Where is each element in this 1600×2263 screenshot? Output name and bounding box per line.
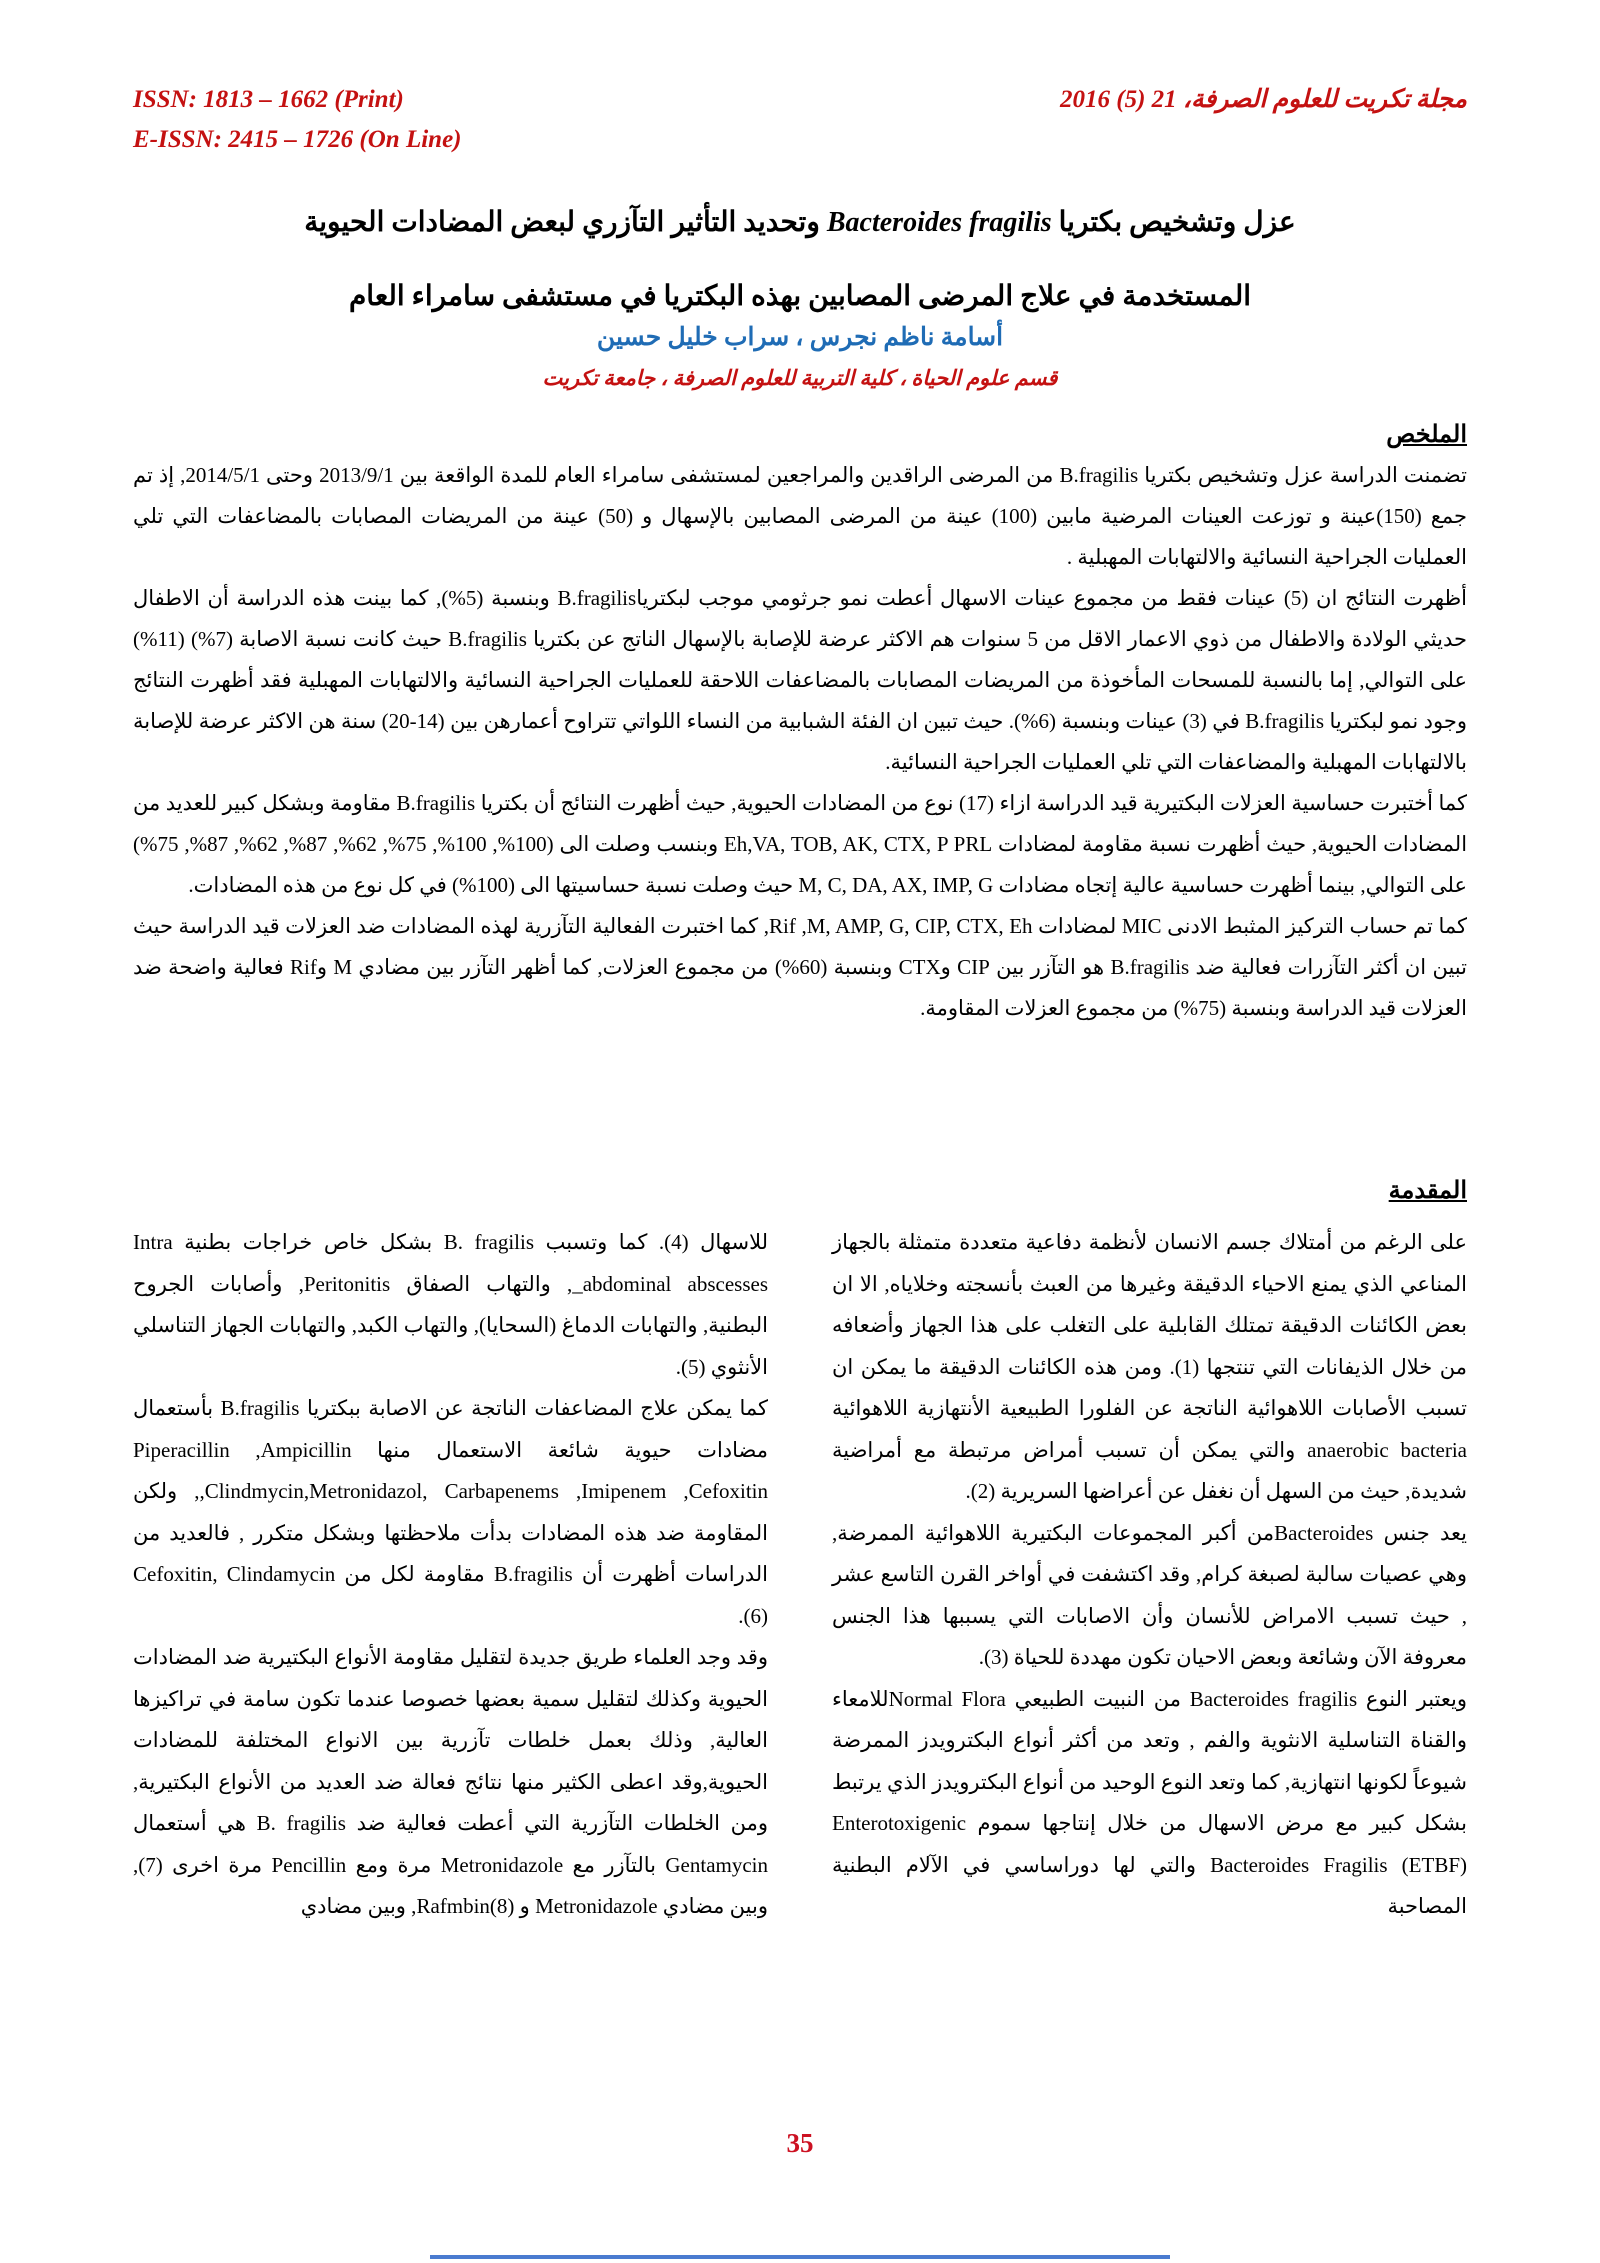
issn-block	[133, 80, 462, 160]
abstract-paragraph: كما أختبرت حساسية العزلات البكتيرية قيد الدراسة ازاء (17) نوع من المضادات الحيوية, حيث أظهرت النتائج أن بكتريا B.fragilis مقاومة وبشكل كبير للعديد من المضادات الحيوية, حيث أظهرت نسبة مقاومة لمضادات Eh,VA, TOB, AK, CTX, P PRL وبنسب وصلت الى (100%, 100%, 75%, 62%, 87%, 62%, 87%, 75%) على التوالي, بينما أظهرت حساسية عالية إتجاه مضادات M, C, DA, AX, IMP, G حيث وصلت نسبة حساسيتها الى (100%) في كل نوع من هذه المضادات.	[133, 791, 1468, 897]
introduction-right-column	[832, 1222, 1467, 1928]
page-number: 35	[786, 2128, 814, 2158]
article-title-line1	[110, 186, 1490, 260]
abstract-heading: الملخص	[1386, 422, 1467, 448]
intro-paragraph: كما يمكن علاج المضاعفات الناتجة عن الاصابة ببكتريا B.fragilis بأستعمال مضادات حيوية شائعة الاستعمال منها Piperacillin ,Ampicillin ,Clindmycin,Metronidazol, Carbapenems ,Imipenem ,Cefoxitin, ولكن المقاومة ضد هذه المضادات بدأت ملاحظتها وبشكل متكرر , فالعديد من الدراسات أظهرت أن B.fragilis مقاومة لكل من Cefoxitin, Clindamycin (6).	[133, 1396, 769, 1628]
issn-print: ISSN: 1813 – 1662 (Print)	[133, 86, 404, 113]
abstract-paragraph: أظهرت النتائج ان (5) عينات فقط من مجموع عينات الاسهال أعطت نمو جرثومي موجب لبكترياB.fragilis وبنسبة (5%), كما بينت هذه الدراسة أن الاطفال حديثي الولادة والاطفال من ذوي الاعمار الاقل من 5 سنوات هم الاكثر عرضة للإصابة بالإسهال الناتج عن بكتريا B.fragilis حيث كانت نسبة الاصابة (7%) (11%) على التوالي, إما بالنسبة للمسحات المأخوذة من المريضات المصابات بالمضاعفات اللاحقة للعمليات الجراحية النسائية والالتهابات المهبلية فقد أظهرت النتائج وجود نمو لبكتريا B.fragilis في (3) عينات وبنسبة (6%). حيث تبين ان الفئة الشبابية من النساء اللواتي تتراوح أعمارهن بين (14-20) سنة هن الاكثر عرضة للإصابة بالالتهابات المهبلية والمضاعفات التي تلي العمليات الجراحية النسائية.	[133, 586, 1468, 774]
intro-paragraph: وقد وجد العلماء طريق جديدة لتقليل مقاومة الأنواع البكتيرية ضد المضادات الحيوية وكذلك لتقليل سمية بعضها خصوصا عندما تكون سامة في تراكيزها العالية, وذلك بعمل خلطات تآزرية بين الانواع المختلفة للمضادات الحيوية,وقد اعطى الكثير منها نتائج فعالة ضد العديد من الأنواع البكتيرية, ومن الخلطات التآزرية التي أعطت فعالية ضد B. fragilis هي أستعمال Gentamycin بالتآزر مع Metronidazole مرة ومع Pencillin مرة اخرى (7), وبين مضادي Metronidazole و Rafmbin(8), وبين مضادي	[133, 1645, 769, 1918]
intro-paragraph: يعد جنس Bacteroidesمن أكبر المجموعات البكتيرية اللاهوائية الممرضة, وهي عصيات سالبة لصبغة كرام, وقد اكتشفت في أواخر القرن التاسع عشر , حيث تسبب الامراض للأنسان وأن الاصابات التي يسببها هذا الجنس معروفة الآن وشائعة وبعض الاحيان تكون مهددة للحياة (3).	[832, 1520, 1467, 1669]
intro-paragraph: ويعتبر النوع Bacteroides fragilis من النبيت الطبيعي Normal Floraللامعاء والقناة التناسلية الانثوية والفم , وتعد من أكثر أنواع البكترويدز الممرضة شيوعاً لكونها انتهازية, كما وتعد النوع الوحيد من أنواع البكترويدز الذي يرتبط بشكل كبير مع مرض الاسهال من خلال إنتاجها سموم Enterotoxigenic Bacteroides Fragilis (ETBF) والتي لها دوراساسي في الآلام البطنية المصاحبة	[832, 1686, 1467, 1918]
abstract-section	[133, 420, 1467, 1029]
title-line1-after: وتحديد التأثير التآزري لبعض المضادات الحيوية	[304, 207, 827, 238]
authors-line: أسامة ناظم نجرس ، سراب خليل حسين	[596, 324, 1004, 351]
article-title-line2: المستخدمة في علاج المرضى المصابين بهذه البكتريا في مستشفى سامراء العام	[348, 281, 1252, 312]
intro-paragraph: على الرغم من أمتلاك جسم الانسان لأنظمة دفاعية متعددة متمثلة بالجهاز المناعي الذي يمنع الاحياء الدقيقة وغيرها من العبث بأنسجته وخلاياه, الا ان بعض الكائنات الدقيقة تمتلك القابلية على التغلب على هذا الجهاز وأضعافه من خلال الذيفانات التي تنتجها (1). ومن هذه الكائنات الدقيقة ما يمكن ان تسبب الأصابات اللاهوائية الناتجة عن الفلورا الطبيعية الأنتهازية اللاهوائية anaerobic bacteria والتي يمكن أن تسبب أمراض مرتبطة مع أمراضية شديدة, حيث من السهل أن نغفل عن أعراضها السريرية (2).	[832, 1230, 1468, 1503]
abstract-paragraph: تضمنت الدراسة عزل وتشخيص بكتريا B.fragilis من المرضى الراقدين والمراجعين لمستشفى سامراء العام للمدة الواقعة بين 2013/9/1 وحتى 2014/5/1, إذ تم جمع (150)عينة و توزعت العينات المرضية مابين (100) عينة من المرضى المصابين بالإسهال و (50) عينة من المريضات المصابات بالمضاعفات التي تلي العمليات الجراحية النسائية والالتهابات المهبلية .	[133, 463, 1467, 569]
abstract-paragraph: كما تم حساب التركيز المثبط الادنى MIC لمضادات Rif ,M, AMP, G, CIP, CTX, Eh, كما اختبرت الفعالية التآزرية لهذه المضادات ضد العزلات قيد الدراسة حيث تبين ان أكثر التآزرات فعالية ضد B.fragilis هو التآزر بين CIP وCTX وبنسبة (60%) من مجموع العزلات, كما أظهر التآزر بين مضادي M وRif فعالية واضحة ضد العزلات قيد الدراسة وبنسبة (75%) من مجموع العزلات المقاومة.	[133, 914, 1467, 1020]
intro-paragraph: للاسهال (4). كما وتسبب B. fragilis بشكل خاص خراجات بطنية Intra _abdominal abscesses, والتهاب الصفاق Peritonitis, وأصابات الجروح البطنية, والتهابات الدماغ (السحايا), والتهاب الكبد, والتهابات الجهاز التناسلي الأنثوي (5).	[133, 1230, 768, 1379]
affiliation-line: قسم علوم الحياة ، كلية التربية للعلوم الصرفة ، جامعة تكريت	[542, 366, 1058, 390]
introduction-left-column	[133, 1222, 768, 1928]
introduction-columns	[133, 1222, 1467, 1928]
journal-name-arabic: مجلة تكريت للعلوم الصرفة، 21 (5) 2016	[1059, 86, 1467, 113]
title-species-latin: Bacteroides fragilis	[826, 207, 1052, 238]
introduction-heading: المقدمة	[1388, 1178, 1467, 1204]
article-title	[110, 186, 1490, 334]
bottom-border-line	[430, 2255, 1170, 2259]
page-header	[133, 80, 1467, 160]
title-line1-before: عزل وتشخيص بكتريا	[1051, 207, 1296, 238]
issn-online: E-ISSN: 2415 – 1726 (On Line)	[133, 126, 462, 153]
